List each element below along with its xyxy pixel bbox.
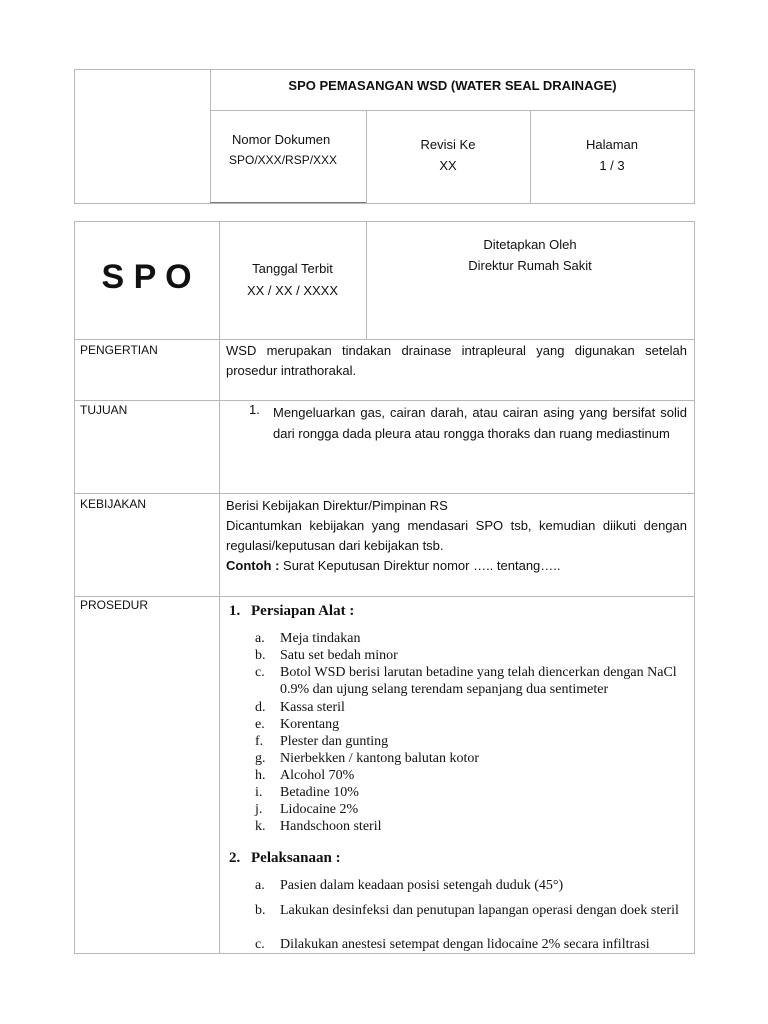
- list-text: Nierbekken / kantong balutan kotor: [280, 751, 480, 766]
- section-2-title: Pelaksanaan :: [251, 850, 341, 866]
- list-letter: i.: [255, 785, 263, 800]
- list-letter: c.: [255, 937, 265, 952]
- list-text: Lakukan desinfeksi dan penutupan lapangan operasi dengan doek steril: [280, 903, 679, 918]
- list-text: Betadine 10%: [280, 785, 359, 800]
- main-top-border: [74, 221, 695, 222]
- row-divider-pengertian: [74, 339, 695, 340]
- halaman-label: Halaman: [585, 137, 639, 152]
- section-1-title: Persiapan Alat :: [251, 603, 355, 619]
- list-letter: d.: [255, 700, 266, 715]
- list-text: Meja tindakan: [280, 631, 361, 646]
- list-letter: b.: [255, 648, 266, 663]
- kebijakan-label: KEBIJAKAN: [80, 497, 147, 511]
- tujuan-text: Mengeluarkan gas, cairan darah, atau cairan asing yang bersifat solid dari rongga dada pleura atau rongga thoraks dan ruang mediastinum: [273, 405, 687, 441]
- list-letter: g.: [255, 751, 266, 766]
- kebijakan-contoh-label: Contoh :: [226, 558, 280, 573]
- list-letter: a.: [255, 878, 265, 893]
- tanggal-terbit-label: Tanggal Terbit: [252, 261, 333, 276]
- list-item: [255, 936, 687, 953]
- main-bottom-border: [74, 953, 695, 954]
- header-nomor-underline: [210, 202, 366, 203]
- kebijakan-contoh: [226, 556, 687, 576]
- kebijakan-contoh-text: Surat Keputusan Direktur nomor ….. tentang…..: [279, 558, 561, 573]
- header-divider-nomor: [366, 110, 367, 204]
- list-text: Pasien dalam keadaan posisi setengah duduk (45°): [280, 878, 564, 893]
- row-divider-prosedur: [74, 596, 695, 597]
- pengertian-label: PENGERTIAN: [80, 343, 158, 357]
- list-letter: e.: [255, 717, 265, 732]
- list-text: Dilakukan anestesi setempat dengan lidocaine 2% secara infiltrasi: [280, 937, 650, 952]
- header-divider-revisi: [530, 110, 531, 204]
- section-2-number: 2.: [229, 850, 241, 866]
- list-text: Plester dan gunting: [280, 734, 389, 749]
- revisi-label: Revisi Ke: [420, 137, 476, 152]
- list-letter: a.: [255, 631, 265, 646]
- tujuan-number: 1.: [249, 402, 260, 417]
- main-right-border: [694, 221, 695, 954]
- list-text: Botol WSD berisi larutan betadine yang telah diencerkan dengan NaCl 0.9% dan ujung selang terendam sepanjang dua sentimeter: [280, 665, 677, 697]
- list-letter: c.: [255, 665, 265, 680]
- spo-heading: S P O: [101, 258, 192, 296]
- section-1-number: 1.: [229, 603, 241, 619]
- ditetapkan-label: Ditetapkan Oleh: [483, 237, 577, 252]
- header-title-divider: [210, 110, 695, 111]
- header-bottom-border: [74, 203, 695, 204]
- list-letter: j.: [255, 802, 263, 817]
- list-text: Alcohol 70%: [280, 768, 355, 783]
- list-letter: h.: [255, 768, 266, 783]
- halaman-value: 1 / 3: [599, 158, 625, 173]
- pengertian-text: WSD merupakan tindakan drainase intrapleural yang digunakan setelah prosedur intrathorakal.: [226, 343, 687, 378]
- nomor-dokumen-label: Nomor Dokumen: [232, 132, 331, 147]
- kebijakan-block: [226, 496, 687, 576]
- ditetapkan-value: Direktur Rumah Sakit: [468, 258, 592, 273]
- list-letter: b.: [255, 903, 266, 918]
- list-text: Korentang: [280, 717, 340, 732]
- main-label-divider: [219, 221, 220, 954]
- nomor-dokumen-value: SPO/XXX/RSP/XXX: [229, 153, 338, 167]
- list-text: Kassa steril: [280, 700, 345, 715]
- header-top-border: [74, 69, 695, 70]
- list-letter: k.: [255, 819, 266, 834]
- document-title: SPO PEMASANGAN WSD (WATER SEAL DRAINAGE): [288, 78, 617, 93]
- list-text: Satu set bedah minor: [280, 648, 398, 663]
- prosedur-label: PROSEDUR: [80, 598, 149, 612]
- tanggal-terbit-value: XX / XX / XXXX: [246, 283, 339, 298]
- kebijakan-line-1: Berisi Kebijakan Direktur/Pimpinan RS: [226, 498, 448, 513]
- tujuan-label: TUJUAN: [80, 403, 128, 417]
- revisi-value: XX: [439, 158, 457, 173]
- list-letter: f.: [255, 734, 264, 749]
- kebijakan-line-2: Dicantumkan kebijakan yang mendasari SPO tsb, kemudian diikuti dengan regulasi/keputusan dari kebijakan tsb.: [226, 518, 687, 553]
- header-left-border: [74, 69, 75, 204]
- list-text: Lidocaine 2%: [280, 802, 359, 817]
- main-left-border: [74, 221, 75, 954]
- list-text: Handschoon steril: [280, 819, 382, 834]
- row-divider-tujuan: [74, 400, 695, 401]
- row-divider-kebijakan: [74, 493, 695, 494]
